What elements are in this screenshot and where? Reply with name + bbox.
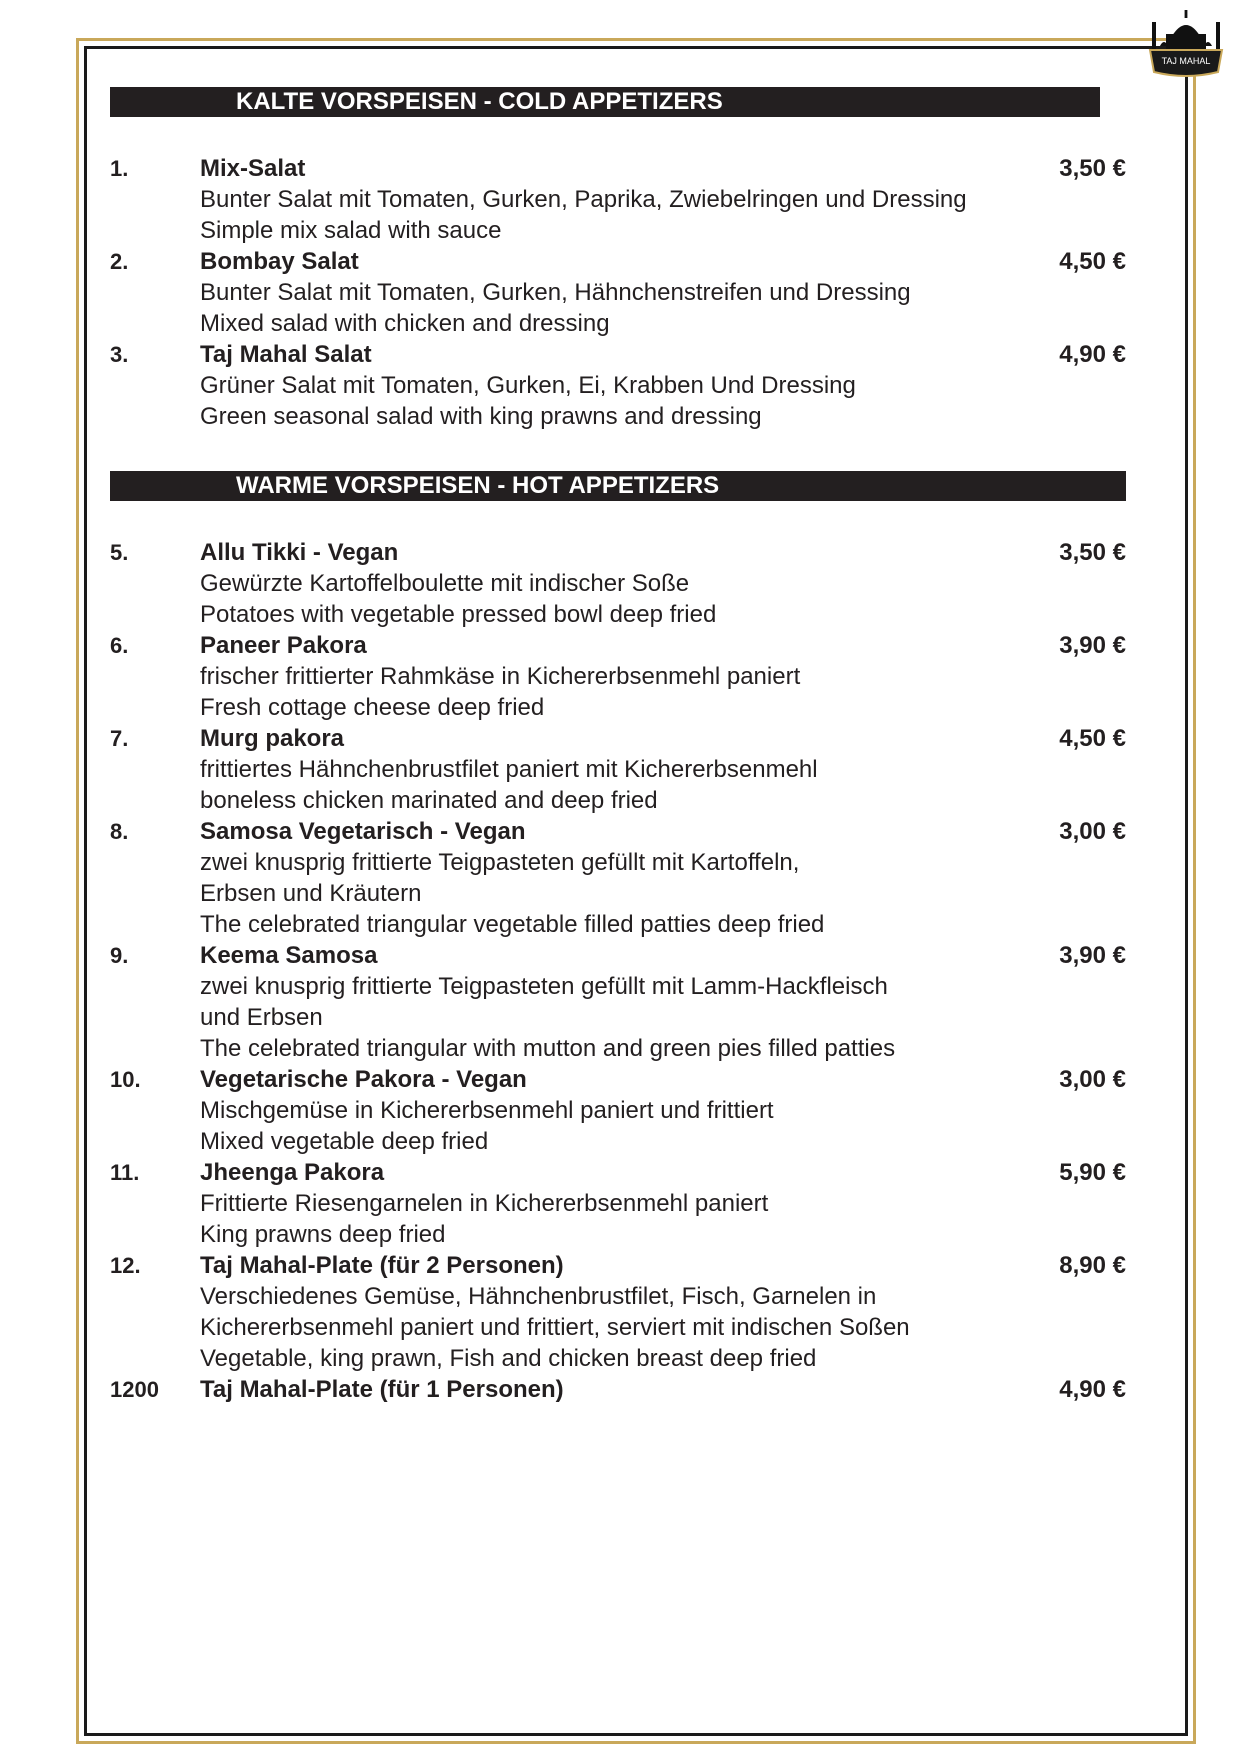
item-number: 6.	[110, 633, 129, 658]
logo-text: TAJ MAHAL	[1161, 56, 1211, 66]
item-description-line: Potatoes with vegetable pressed bowl deep fried	[200, 601, 717, 628]
item-description-line: boneless chicken marinated and deep fried	[200, 787, 658, 814]
menu-item	[0, 1157, 1240, 1250]
item-description-line: Bunter Salat mit Tomaten, Gurken, Hähnchenstreifen und Dressing	[200, 279, 911, 306]
item-name: Vegetarische Pakora - Vegan	[200, 1066, 527, 1093]
menu-item	[0, 816, 1240, 940]
item-description-line: zwei knusprig frittierte Teigpasteten gefüllt mit Lamm-Hackfleisch	[200, 973, 888, 1000]
menu-item-row	[0, 816, 1240, 847]
item-description-line: Bunter Salat mit Tomaten, Gurken, Paprika, Zwiebelringen und Dressing	[200, 186, 967, 213]
item-name: Taj Mahal Salat	[200, 341, 372, 368]
item-description-line: frischer frittierter Rahmkäse in Kichererbsenmehl paniert	[200, 663, 801, 690]
item-description-line: Vegetable, king prawn, Fish and chicken breast deep fried	[200, 1345, 817, 1372]
item-price: 3,00 €	[1059, 1066, 1126, 1093]
section-header-hot: WARME VORSPEISEN - HOT APPETIZERS	[110, 471, 1126, 501]
item-description-line: Mixed salad with chicken and dressing	[200, 310, 610, 337]
item-price: 3,50 €	[1059, 155, 1126, 182]
item-number: 12.	[110, 1253, 141, 1278]
menu-item	[0, 537, 1240, 630]
hot-appetizers-list	[0, 537, 1240, 1405]
item-description-line: Verschiedenes Gemüse, Hähnchenbrustfilet, Fisch, Garnelen in	[200, 1283, 877, 1310]
cold-appetizers-list	[0, 153, 1240, 432]
menu-item-row	[0, 1250, 1240, 1281]
item-price: 4,50 €	[1059, 725, 1126, 752]
menu-item-row	[0, 537, 1240, 568]
item-number: 3.	[110, 342, 129, 367]
item-number: 9.	[110, 943, 129, 968]
taj-mahal-silhouette-icon	[1152, 10, 1220, 52]
item-description-line: King prawns deep fried	[200, 1221, 446, 1248]
item-description-line: The celebrated triangular vegetable filled patties deep fried	[200, 911, 825, 938]
menu-item-row	[0, 630, 1240, 661]
item-name: Samosa Vegetarisch - Vegan	[200, 818, 526, 845]
item-description-line: The celebrated triangular with mutton and green pies filled patties	[200, 1035, 896, 1062]
menu-item	[0, 1064, 1240, 1157]
menu-item-row	[0, 1157, 1240, 1188]
item-name: Bombay Salat	[200, 248, 359, 275]
item-description-line: Gewürzte Kartoffelboulette mit indischer Soße	[200, 570, 690, 597]
item-price: 3,00 €	[1059, 818, 1126, 845]
item-price: 3,90 €	[1059, 942, 1126, 969]
item-name: Paneer Pakora	[200, 632, 367, 659]
menu-item-row	[0, 723, 1240, 754]
item-description-line: Kichererbsenmehl paniert und frittiert, serviert mit indischen Soßen	[200, 1314, 910, 1341]
item-description-line: Frittierte Riesengarnelen in Kichererbsenmehl paniert	[200, 1190, 769, 1217]
menu-item-row	[0, 1374, 1240, 1405]
menu-item-row	[0, 1064, 1240, 1095]
item-description-line: Erbsen und Kräutern	[200, 880, 422, 907]
item-name: Taj Mahal-Plate (für 1 Personen)	[200, 1376, 564, 1403]
item-name: Mix-Salat	[200, 155, 306, 182]
menu-item	[0, 339, 1240, 432]
item-description-line: Simple mix salad with sauce	[200, 217, 502, 244]
item-description-line: Mixed vegetable deep fried	[200, 1128, 489, 1155]
item-description-line: Grüner Salat mit Tomaten, Gurken, Ei, Krabben Und Dressing	[200, 372, 856, 399]
item-price: 3,90 €	[1059, 632, 1126, 659]
section-header-cold: KALTE VORSPEISEN - COLD APPETIZERS	[110, 87, 1100, 117]
item-name: Murg pakora	[200, 725, 345, 752]
menu-item-row	[0, 940, 1240, 971]
item-description-line: zwei knusprig frittierte Teigpasteten gefüllt mit Kartoffeln,	[200, 849, 800, 876]
menu-item	[0, 1374, 1240, 1405]
menu-item	[0, 630, 1240, 723]
menu-item	[0, 246, 1240, 339]
menu-item-row	[0, 339, 1240, 370]
item-number: 11.	[110, 1160, 140, 1185]
menu-item-row	[0, 246, 1240, 277]
item-description-line: Mischgemüse in Kichererbsenmehl paniert und frittiert	[200, 1097, 774, 1124]
menu-item	[0, 153, 1240, 246]
item-price: 4,90 €	[1059, 1376, 1126, 1403]
item-price: 4,90 €	[1059, 341, 1126, 368]
item-name: Keema Samosa	[200, 942, 378, 969]
item-description-line: Green seasonal salad with king prawns and dressing	[200, 403, 762, 430]
item-name: Allu Tikki - Vegan	[200, 539, 399, 566]
item-description-line: Fresh cottage cheese deep fried	[200, 694, 545, 721]
menu-item-row	[0, 153, 1240, 184]
item-price: 4,50 €	[1059, 248, 1126, 275]
item-number: 2.	[110, 249, 129, 274]
item-number: 8.	[110, 819, 129, 844]
item-price: 3,50 €	[1059, 539, 1126, 566]
item-price: 8,90 €	[1059, 1252, 1126, 1279]
item-name: Jheenga Pakora	[200, 1159, 385, 1186]
item-number: 10.	[110, 1067, 141, 1092]
item-price: 5,90 €	[1059, 1159, 1126, 1186]
item-number: 5.	[110, 540, 129, 565]
taj-mahal-logo	[1146, 6, 1226, 80]
menu-item	[0, 1250, 1240, 1374]
item-number: 1200	[110, 1377, 159, 1402]
item-description-line: frittiertes Hähnchenbrustfilet paniert mit Kichererbsenmehl	[200, 756, 818, 783]
menu-item	[0, 940, 1240, 1064]
item-number: 1.	[110, 156, 129, 181]
item-number: 7.	[110, 726, 129, 751]
menu-item	[0, 723, 1240, 816]
item-description-line: und Erbsen	[200, 1004, 323, 1031]
item-name: Taj Mahal-Plate (für 2 Personen)	[200, 1252, 564, 1279]
